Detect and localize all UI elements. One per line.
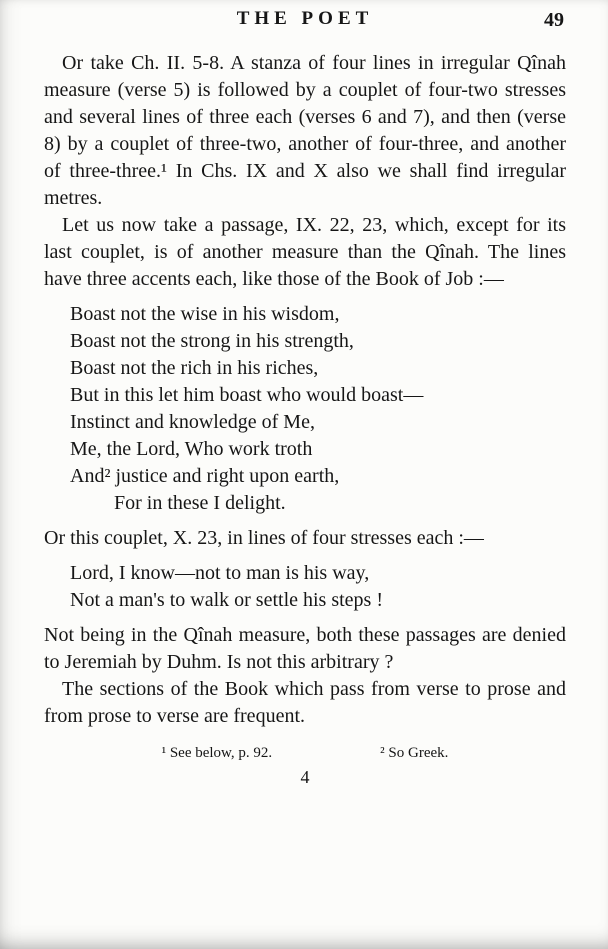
verse-line: Me, the Lord, Who work troth <box>70 438 313 460</box>
verse-block-2 <box>70 560 566 614</box>
verse-line: And² justice and right upon earth, <box>70 465 340 487</box>
page-header <box>44 8 566 38</box>
verse-block-1 <box>70 301 566 517</box>
paragraph-1: Or take Ch. II. 5-8. A stanza of four lines in irregular Qînah measure (verse 5) is followed by a couplet of four-two stresses and several lines of three each (verses 6 and 7), and then (verse 8) by a couplet of three-two, another of four-three, and another of three-three.¹ In Chs. IX and X also we shall find irregular metres. <box>44 52 566 209</box>
footnotes <box>44 744 566 762</box>
paragraph-5: The sections of the Book which pass from verse to prose and from prose to verse are frequent. <box>44 678 566 727</box>
verse-line: Not a man's to walk or settle his steps ! <box>70 589 383 611</box>
footnote-2: ² So Greek. <box>380 745 449 761</box>
page-number-top: 49 <box>544 9 564 31</box>
footnote-1: ¹ See below, p. 92. <box>161 745 273 761</box>
verse-line: Boast not the strong in his strength, <box>70 330 354 352</box>
verse-line: Boast not the wise in his wisdom, <box>70 303 340 325</box>
verse-line: Lord, I know—not to man is his way, <box>70 562 370 584</box>
paragraph-3: Or this couplet, X. 23, in lines of four stresses each :— <box>44 527 484 549</box>
verse-line: Instinct and knowledge of Me, <box>70 411 315 433</box>
verse-line: For in these I delight. <box>114 492 286 514</box>
paragraph-4: Not being in the Qînah measure, both these passages are denied to Jeremiah by Duhm. Is not this arbitrary ? <box>44 624 566 673</box>
page-number-bottom: 4 <box>300 767 310 787</box>
paragraph-2: Let us now take a passage, IX. 22, 23, which, except for its last couplet, is of another measure than the Qînah. The lines have three accents each, like those of the Book of Job :— <box>44 214 566 290</box>
running-title: THE POET <box>236 8 374 29</box>
verse-line: Boast not the rich in his riches, <box>70 357 319 379</box>
verse-line: But in this let him boast who would boast— <box>70 384 424 406</box>
